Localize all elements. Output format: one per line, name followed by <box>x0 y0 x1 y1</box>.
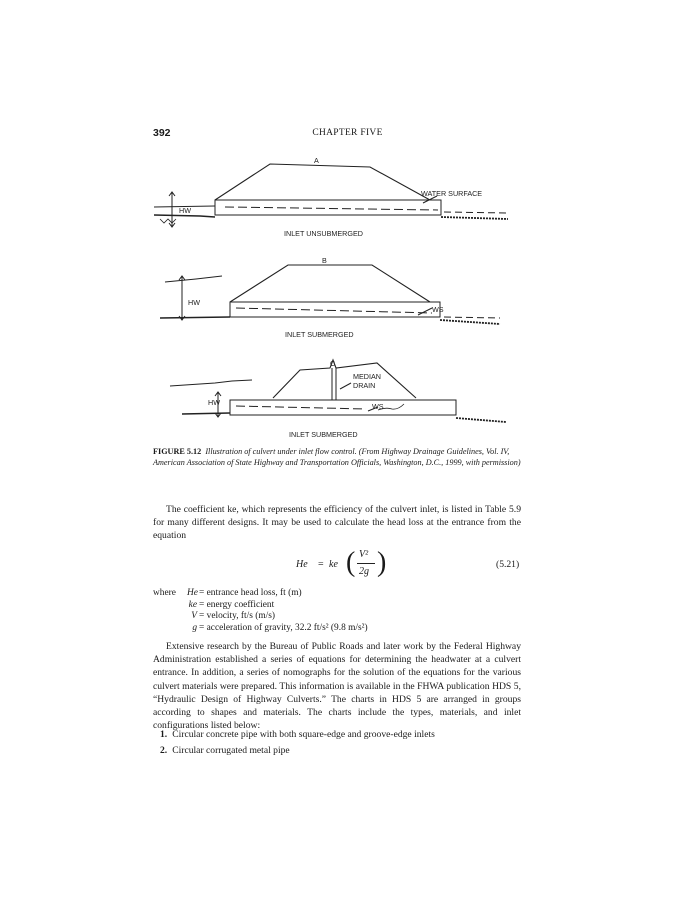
panel-c <box>170 359 506 439</box>
culvert-figure <box>0 150 695 445</box>
panel-a-letter: A <box>314 156 319 165</box>
def-symbol: V <box>191 611 197 622</box>
panel-c-drain-label-2: DRAIN <box>353 381 376 390</box>
def-text: = acceleration of gravity, 32.2 ft/s² (9.8 m/s²) <box>199 622 368 633</box>
panel-a-caption: INLET UNSUBMERGED <box>284 229 363 238</box>
materials-list <box>160 727 435 758</box>
definition-row <box>153 611 368 623</box>
def-symbol: ke <box>188 599 197 610</box>
figure-number: FIGURE 5.12 <box>153 447 202 456</box>
panel-c-hw-label: HW <box>208 398 220 407</box>
panel-b-caption: INLET SUBMERGED <box>285 330 354 339</box>
def-text: = entrance head loss, ft (m) <box>199 588 302 598</box>
chapter-title: CHAPTER FIVE <box>312 128 383 138</box>
eq-right-paren: ) <box>377 547 387 578</box>
paragraph-research: Extensive research by the Bureau of Public Roads and later work by the Federal Highway Administration established a series of equations for determining the headwater at a culvert entrance. In addition, a series of nomographs for the solution of the equations for the various culvert materials were prepared. This information is available in the FHWA publication HDS 5, “Hydraulic Design of Highway Culverts.” The charts in HDS 5 are arranged in groups according to shapes and materials. The charts include the types, materials, and inlet configurations listed below: <box>153 641 521 732</box>
panel-a-ws-label: WATER SURFACE <box>421 189 483 198</box>
list-item-number: 1. <box>160 729 168 740</box>
definition-row <box>153 588 368 600</box>
panel-b-hw-label: HW <box>188 298 200 307</box>
eq-numerator: V² <box>359 549 369 560</box>
panel-b-ws-label: WS <box>432 305 444 314</box>
panel-c-ws-label: WS <box>372 402 384 411</box>
figure-caption <box>153 446 533 468</box>
page-number: 392 <box>153 127 171 139</box>
where-definitions <box>153 588 368 634</box>
eq-number: (5.21) <box>496 559 520 570</box>
def-symbol: He <box>187 588 198 598</box>
panel-c-caption: INLET SUBMERGED <box>289 430 358 439</box>
definition-row <box>153 623 368 635</box>
panel-b <box>160 256 500 339</box>
def-text: = velocity, ft/s (m/s) <box>199 611 276 622</box>
where-word: where <box>153 588 176 598</box>
panel-a <box>154 156 508 238</box>
eq-fraction-bar <box>357 563 375 564</box>
eq-denominator: 2g <box>359 566 369 577</box>
panel-c-letter: C <box>330 359 336 368</box>
def-symbol: g <box>192 622 197 633</box>
eq-left-paren: ( <box>346 547 356 578</box>
panel-b-letter: B <box>322 256 327 265</box>
def-text: = energy coefficient <box>199 599 275 610</box>
list-item-text: Circular corrugated metal pipe <box>172 744 290 756</box>
eq-coefficient: ke <box>329 559 338 570</box>
equation-5-21 <box>0 548 695 580</box>
definition-row <box>153 600 368 612</box>
eq-lhs: He <box>296 559 308 570</box>
list-item <box>160 743 435 759</box>
panel-c-drain-label-1: MEDIAN <box>353 372 381 381</box>
panel-a-hw-label: HW <box>179 206 191 215</box>
eq-equals: = <box>318 559 324 570</box>
list-item <box>160 727 435 743</box>
figure-caption-text: Illustration of culvert under inlet flow control. (From Highway Drainage Guidelines, Vol. IV, American Association of State Highway and Transportation Officials, Washington, D.C., 1999, with permission) <box>153 447 521 467</box>
paragraph-coefficient: The coefficient ke, which represents the efficiency of the culvert inlet, is listed in Table 5.9 for many different designs. It may be used to calculate the head loss at the entrance from the equation <box>153 504 521 542</box>
list-item-text: Circular concrete pipe with both square-edge and groove-edge inlets <box>172 729 435 740</box>
list-item-number: 2. <box>160 744 168 756</box>
